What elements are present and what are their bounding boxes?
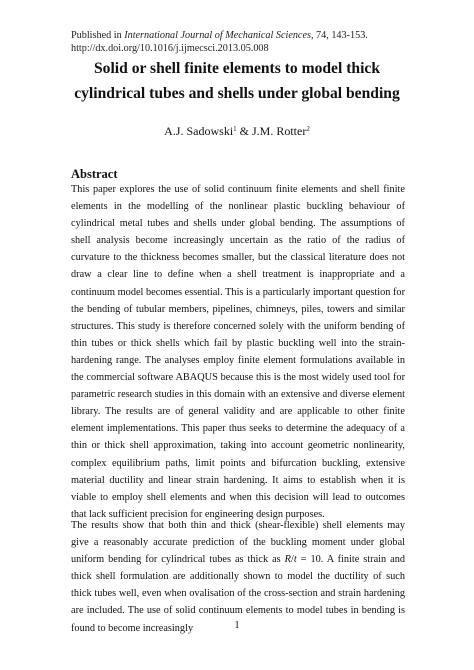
abstract-heading: Abstract <box>71 167 118 181</box>
math-operator: / <box>290 554 294 566</box>
author-affiliation-mark: 2 <box>306 125 310 133</box>
title-line-1: Solid or shell finite elements to model thick <box>93 60 381 77</box>
math-variable: R <box>284 554 291 566</box>
journal-name: International Journal of Mechanical Sciences <box>124 30 311 41</box>
paragraph-text: = 10. A finite strain and thick shell formulation are additionally shown to model the ductility of such thick tubes well, even when ovalisation of the cross-section and strain hardening are included. The use of solid continuum elements to model tubes in bending is found to become increasingly <box>71 554 405 634</box>
author-list <box>0 124 474 139</box>
paper-title <box>0 56 474 106</box>
title-line-2: cylindrical tubes and shells under global bending <box>74 85 400 102</box>
abstract-paragraph-2 <box>71 517 405 637</box>
abstract-paragraph-1: This paper explores the use of solid continuum finite elements and shell finite elements in the modelling of the nonlinear plastic buckling behaviour of cylindrical metal tubes and shells under global bending. The assumptions of shell analysis become increasingly uncertain as the ratio of the radius of curvature to the thickness becomes smaller, but the classical literature does not draw a clear line to define when a shell treatment is inappropriate and a continuum model becomes essential. This is a particularly important question for the bending of tubular members, pipelines, chimneys, piles, towers and similar structures. This study is therefore concerned solely with the uniform bending of thin tubes or thick shells which fail by plastic buckling well into the strain-hardening range. The analyses employ finite element formulations available in the commercial software ABAQUS because this is the most widely used tool for parametric research studies in this domain with an extensive and diverse element library. The results are of general validity and are applicable to other finite element implementations. This paper thus seeks to determine the adequacy of a thin or thick shell approximation, taking into account geometric nonlinearity, complex equilibrium paths, limit points and bifurcation buckling, extensive material ductility and linear strain hardening. It aims to establish when it is viable to employ shell elements and when this decision will lead to outcomes that lack sufficient precision for engineering design purposes. <box>71 184 405 520</box>
doi-link[interactable]: http://dx.doi.org/10.1016/j.ijmecsci.2013.05.008 <box>71 43 269 54</box>
publication-info <box>71 29 368 55</box>
page-number: 1 <box>234 620 240 631</box>
pub-suffix: , 74, 143-153. <box>310 30 368 41</box>
author-affiliation-mark: 1 <box>233 125 237 133</box>
author-name: A.J. Sadowski <box>164 124 234 138</box>
paragraph-text: The results show that both thin and thick (shear-flexible) shell elements may give a reasonably accurate prediction of the buckling moment under global uniform bending for cylindrical tubes as thick as <box>71 520 405 566</box>
publication-line <box>71 29 368 42</box>
pub-prefix: Published in <box>71 30 125 41</box>
author-separator: & <box>236 124 252 138</box>
author-name: J.M. Rotter <box>252 124 307 138</box>
math-variable: t <box>293 554 297 566</box>
